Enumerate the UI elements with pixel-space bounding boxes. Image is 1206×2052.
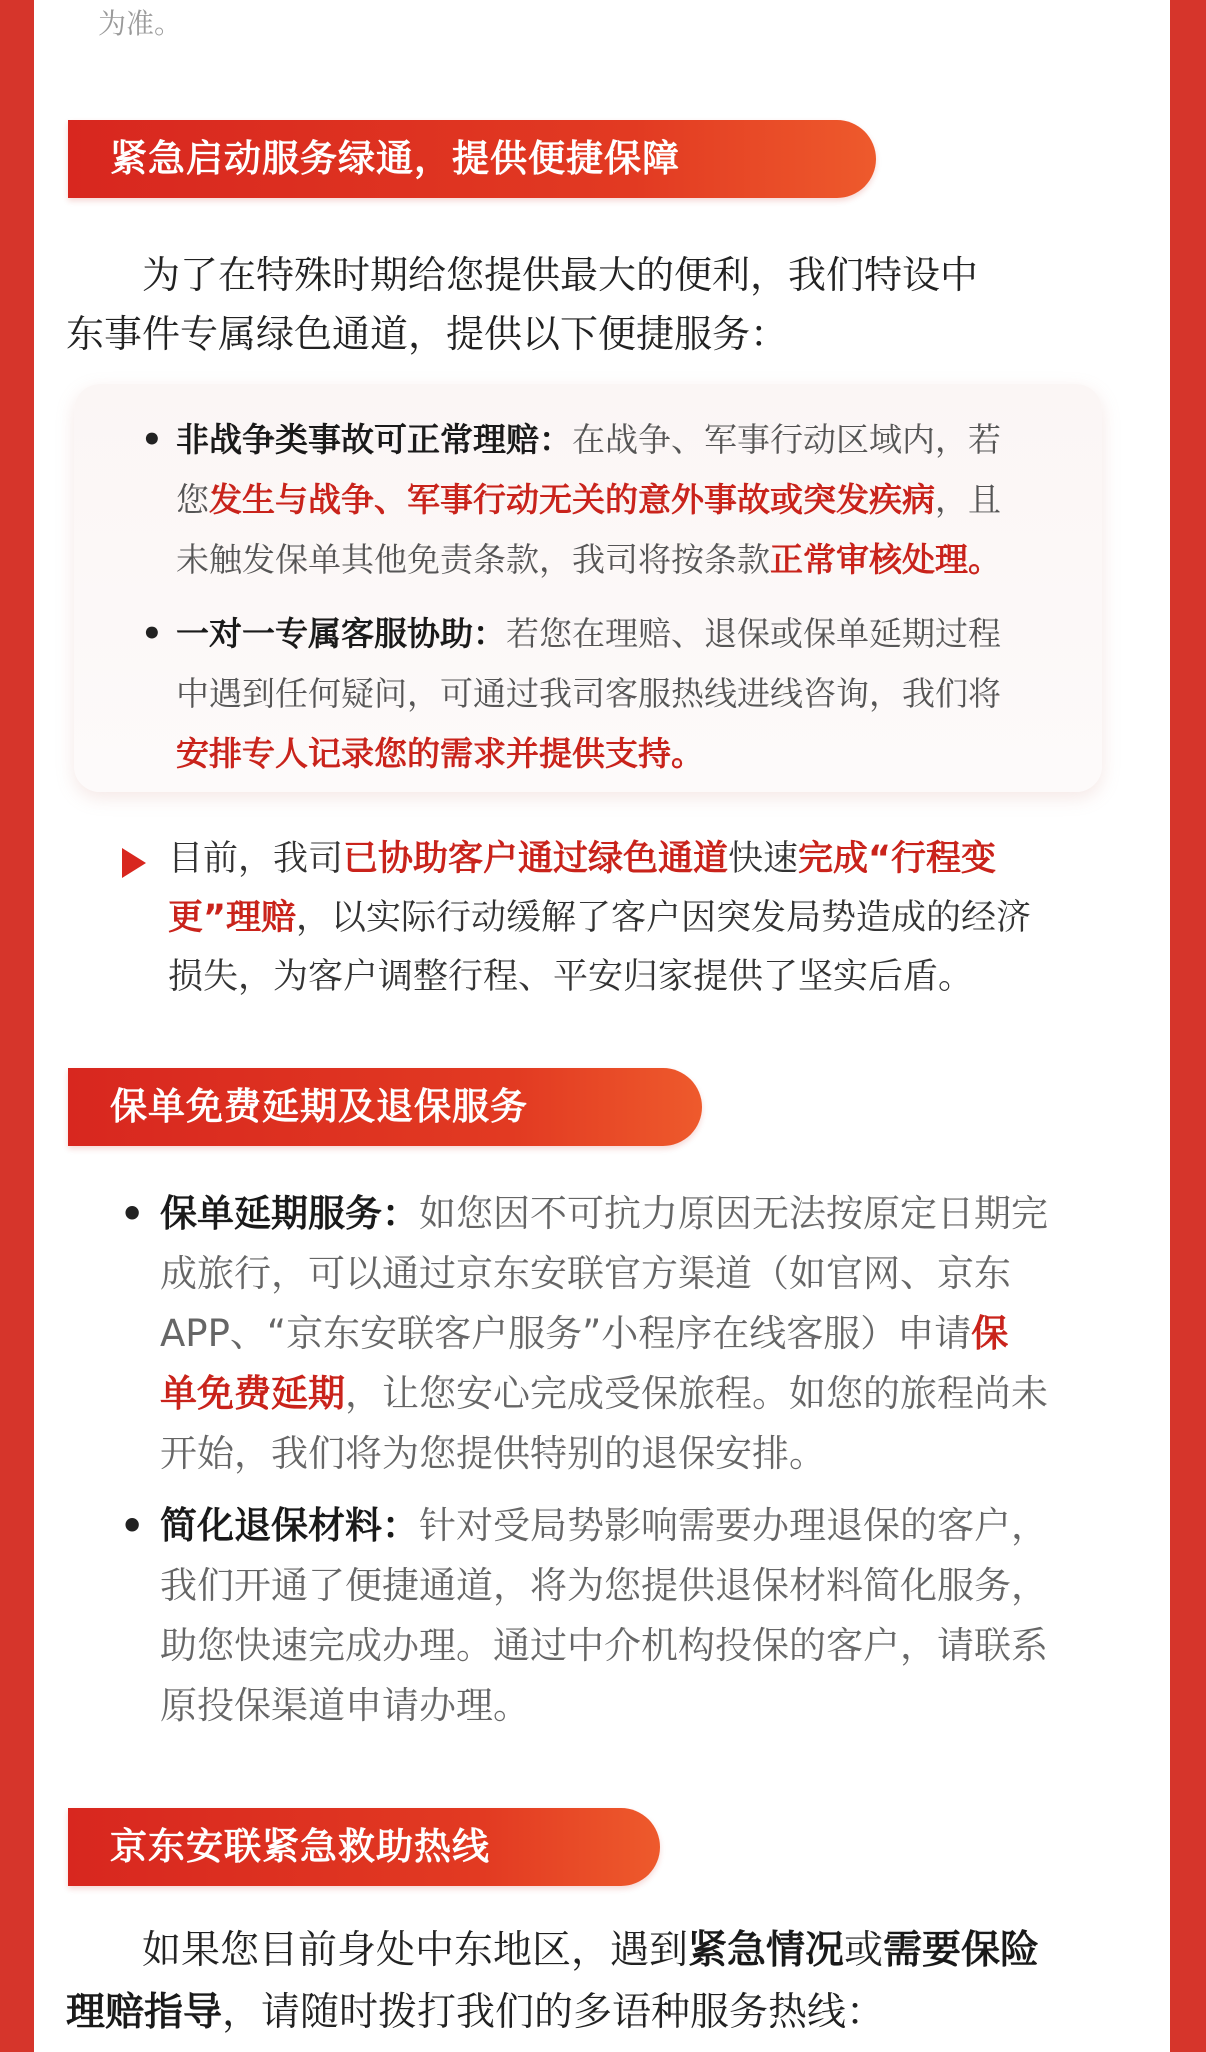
highlight-text: 安排专人记录您的需求并提供支持。	[176, 734, 704, 773]
section-header-emergency-hotline: 京东安联紧急救助热线	[68, 1808, 660, 1886]
bullet-label: 一对一专属客服协助：	[176, 614, 506, 653]
top-note: 为准。	[98, 7, 183, 40]
note-text: ，以实际行动缓解了客户因突发局势造成的经济	[296, 898, 1032, 938]
bullet-dot: •	[141, 420, 163, 460]
intro-text: ，请随时拨打我们的多语种服务热线：	[222, 1990, 886, 2035]
bullet-text: 未触发保单其他免责条款，我司将按条款	[176, 540, 770, 579]
highlight-text: 更”理赔	[168, 898, 297, 938]
intro-text: 如果您目前身处中东地区，遇到	[142, 1928, 689, 1973]
bold-text: 理赔指导	[66, 1990, 223, 2035]
bullet-text: 助您快速完成办理。通过中介机构投保的客户，请联系	[160, 1624, 1048, 1667]
green-channel-note	[168, 830, 1118, 1007]
bullet-text: 在战争、军事行动区域内，若	[572, 420, 1001, 459]
bullet-text: 原投保渠道申请办理。	[160, 1684, 530, 1727]
intro-text: 或	[844, 1928, 884, 1973]
bullet-text: 成旅行，可以通过京东安联官方渠道（如官网、京东	[160, 1252, 1011, 1295]
section1-intro	[66, 246, 1106, 364]
intro-line-1: 为了在特殊时期给您提供最大的便利，我们特设中	[142, 253, 979, 297]
bullet-text: 若您在理赔、退保或保单延期过程	[506, 614, 1001, 653]
bullet-text: ，让您安心完成受保旅程。如您的旅程尚未	[345, 1372, 1048, 1415]
note-text: 目前，我司	[168, 839, 344, 879]
section-header-green-channel: 紧急启动服务绿通，提供便捷保障	[68, 120, 876, 198]
highlight-text: 已协助客户通过绿色通道	[343, 839, 729, 879]
bullet-dot: •	[120, 1504, 145, 1548]
highlight-text: 单免费延期	[160, 1372, 345, 1415]
bullet-label: 非战争类事故可正常理赔：	[176, 420, 572, 459]
bullet-non-war-claims	[141, 410, 1076, 590]
bullet-text: 针对受局势影响需要办理退保的客户，	[419, 1504, 1048, 1547]
bullet-text: 如您因不可抗力原因无法按原定日期完	[419, 1192, 1048, 1235]
bullet-text: 我们开通了便捷通道，将为您提供退保材料简化服务，	[160, 1564, 1048, 1607]
bullet-simplified-surrender	[120, 1496, 1110, 1736]
note-text: 快速	[728, 839, 799, 879]
triangle-arrow-icon	[122, 848, 146, 878]
bullet-one-on-one-service	[141, 604, 1086, 784]
bullet-text: APP、“京东安联客户服务”小程序在线客服）申请	[160, 1312, 972, 1355]
bullet-dot: •	[141, 614, 163, 654]
section3-intro	[66, 1920, 1106, 2044]
highlight-text: 正常审核处理。	[770, 540, 1001, 579]
section-header-policy-extension: 保单免费延期及退保服务	[68, 1068, 702, 1146]
bullet-text: 中遇到任何疑问，可通过我司客服热线进线咨询，我们将	[176, 674, 1001, 713]
bold-text: 紧急情况	[688, 1928, 845, 1973]
intro-line-2: 东事件专属绿色通道，提供以下便捷服务：	[66, 312, 789, 356]
highlight-text: 完成“行程变	[798, 839, 997, 879]
highlight-text: 发生与战争、军事行动无关的意外事故或突发疾病	[209, 480, 935, 519]
bullet-text: 您	[176, 480, 209, 519]
bullet-text: 开始，我们将为您提供特别的退保安排。	[160, 1432, 826, 1475]
bullet-text: ，且	[935, 480, 1001, 519]
bullet-label: 保单延期服务：	[160, 1192, 419, 1235]
note-text: 损失，为客户调整行程、平安归家提供了坚实后盾。	[168, 957, 974, 997]
bullet-dot: •	[120, 1192, 145, 1236]
bullet-policy-extension	[120, 1184, 1110, 1484]
highlight-text: 保	[971, 1312, 1009, 1355]
bold-text: 需要保险	[883, 1928, 1040, 1973]
bullet-label: 简化退保材料：	[160, 1504, 419, 1547]
